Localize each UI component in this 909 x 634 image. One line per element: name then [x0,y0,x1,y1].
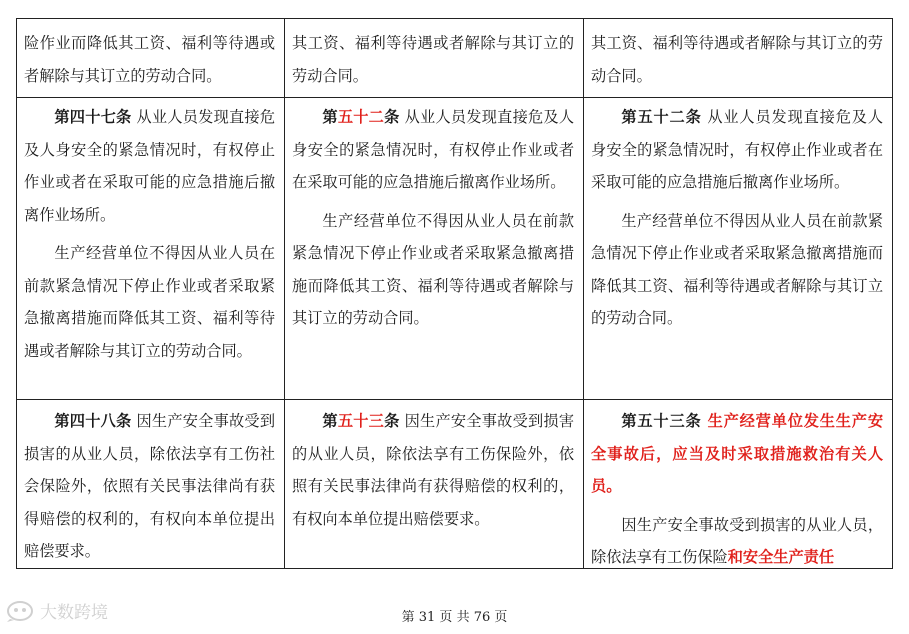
paragraph [24,237,275,367]
body-text: 从业人员发现直接危及人身安全的紧急情况时，有权停止作业或者在采取可能的应急措施后撤离作业场所。 [591,108,884,191]
body-text: 因生产安全事故受到损害的从业人员，除依法享有工伤社会保险外，依照有关民事法律尚有获得赔偿的权利的，有权向本单位提出赔偿要求。 [24,412,276,560]
body-text: 因生产安全事故受到损害的从业人员，除依法享有工伤保险 [591,515,883,566]
paragraph [292,205,574,335]
body-text: 生产经营单位不得因从业人员在前款紧急情况下停止作业或者采取紧急撤离措施而降低其工资、福利等待遇或者解除与其订立的劳动合同。 [292,211,574,327]
article-number: 第五十三条 [621,412,702,430]
article-number: 五十三 [337,412,385,430]
paragraph [292,27,574,92]
watermark-text: 大数跨境 [40,603,108,623]
body-text: 生产经营单位不得因从业人员在前款紧急情况下停止作业或者采取紧急撤离措施而降低其工资、福利等待遇或者解除与其订立的劳动合同。 [24,244,275,360]
row2-col2-cell [285,101,583,335]
row1-col1-cell [17,27,284,92]
row-divider [17,399,892,400]
paragraph [591,101,883,199]
paragraph [591,509,883,568]
paragraph [292,405,574,535]
row-divider [17,97,892,98]
comparison-table [16,18,893,569]
paragraph [292,101,574,199]
article-number: 条 [384,108,400,126]
row3-col2-cell [285,405,583,535]
row3-col3-cell [584,405,892,567]
article-number: 第 [322,108,338,126]
article-number: 第 [322,412,338,430]
paragraph [24,405,275,568]
body-text: 其工资、福利等待遇或者解除与其订立的劳动合同。 [591,34,883,85]
paragraph [24,101,275,231]
body-text: 险作业而降低其工资、福利等待遇或者解除与其订立的劳动合同。 [24,34,275,85]
article-number: 第五十二条 [621,108,702,126]
body-text: 其工资、福利等待遇或者解除与其订立的劳动合同。 [292,34,574,85]
paragraph [591,405,883,503]
paragraph [591,205,883,335]
body-text: 生产经营单位不得因从业人员在前款紧急情况下停止作业或者采取紧急撤离措施而降低其工资、福利等待遇或者解除与其订立的劳动合同。 [591,211,883,327]
highlighted-text: 生产经营单位发生生产安全事故后，应当及时采取措施救治有关人员。 [591,412,884,495]
body-text: 从业人员发现直接危及人身安全的紧急情况时，有权停止作业或者在采取可能的应急措施后撤离作业场所。 [292,108,575,191]
row1-col2-cell [285,27,583,92]
article-number: 第四十八条 [54,412,132,430]
row2-col3-cell [584,101,892,335]
highlighted-text: 和安全生产责任 [727,548,834,566]
article-number: 第四十七条 [54,108,132,126]
article-number: 五十二 [337,108,385,126]
row3-col1-cell [17,405,284,568]
page-footer: 第 31 页 共 76 页 [401,610,508,625]
paragraph [24,27,275,92]
row1-col3-cell [584,27,892,92]
paragraph [591,27,883,92]
row2-col1-cell [17,101,284,367]
body-text: 因生产安全事故受到损害的从业人员，除依法享有工伤保险外，依照有关民事法律尚有获得赔偿的权利的，有权向本单位提出赔偿要求。 [292,412,575,528]
article-number: 条 [384,412,400,430]
body-text: 从业人员发现直接危及人身安全的紧急情况时，有权停止作业或者在采取可能的应急措施后撤离作业场所。 [24,108,276,224]
